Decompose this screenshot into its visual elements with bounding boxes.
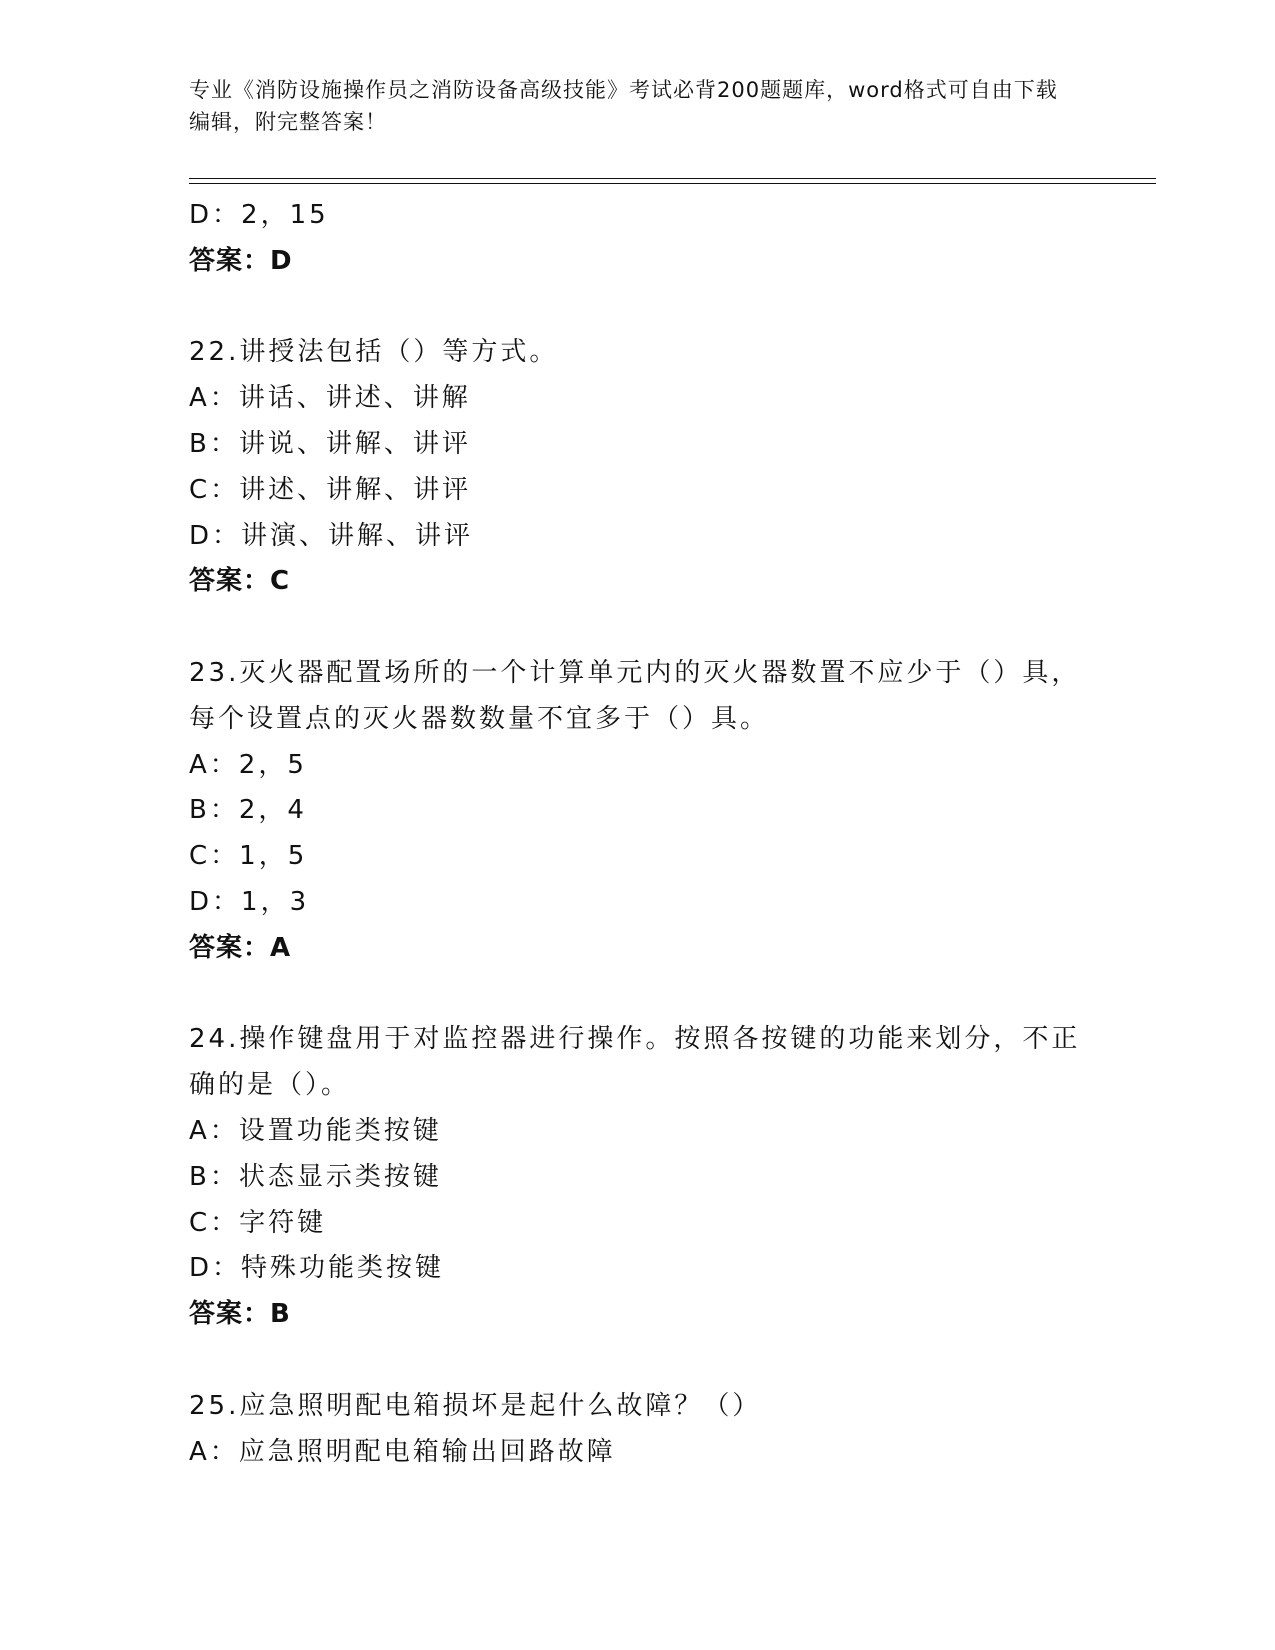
question-list	[189, 193, 1089, 1475]
answer-line: 答案：B	[189, 1299, 291, 1330]
answer-line: 答案：C	[189, 566, 291, 597]
option-d: D：2，15	[189, 200, 329, 230]
question-stem-line-2: 确的是（）。	[189, 1070, 351, 1101]
option-d: D：特殊功能类按键	[189, 1253, 445, 1284]
question-stem-line-2: 每个设置点的灭火器数数量不宜多于（）具。	[189, 703, 770, 734]
option-a: A：2，5	[189, 749, 307, 780]
question-stem-line-1: 24.操作键盘用于对监控器进行操作。按照各按键的功能来划分，不正	[189, 1024, 1081, 1055]
answer-line: 答案：A	[189, 932, 292, 963]
question-stem: 22.讲授法包括（）等方式。	[189, 337, 559, 368]
option-a: A：应急照明配电箱输出回路故障	[189, 1436, 616, 1467]
question-25	[189, 1384, 1089, 1476]
option-b: B：讲说、讲解、讲评	[189, 428, 471, 459]
question-22	[189, 330, 1089, 605]
option-c: C：字符键	[189, 1207, 327, 1238]
spacer	[189, 972, 1089, 1018]
option-a: A：设置功能类按键	[189, 1115, 442, 1146]
spacer	[189, 285, 1089, 331]
question-23	[189, 651, 1089, 972]
header-text: 专业《消防设施操作员之消防设备高级技能》考试必背200题题库，word格式可自由下载编辑，附完整答案！	[189, 78, 1058, 134]
option-c: C：1，5	[189, 841, 308, 872]
header-divider-bottom	[189, 183, 1156, 184]
document-header	[189, 74, 1079, 138]
option-d: D：1，3	[189, 886, 310, 917]
option-d: D：讲演、讲解、讲评	[189, 520, 474, 551]
option-b: B：2，4	[189, 795, 307, 826]
answer-line: 答案：D	[189, 245, 293, 276]
option-b: B：状态显示类按键	[189, 1161, 442, 1192]
question-21-fragment	[189, 193, 1089, 285]
question-stem: 25.应急照明配电箱损坏是起什么故障？（）	[189, 1390, 762, 1421]
spacer	[189, 1338, 1089, 1384]
option-c: C：讲述、讲解、讲评	[189, 474, 472, 505]
header-divider-top	[189, 178, 1156, 179]
question-stem-line-1: 23.灭火器配置场所的一个计算单元内的灭火器数置不应少于（）具，	[189, 657, 1081, 688]
option-a: A：讲话、讲述、讲解	[189, 383, 471, 414]
spacer	[189, 605, 1089, 651]
question-24	[189, 1017, 1089, 1338]
